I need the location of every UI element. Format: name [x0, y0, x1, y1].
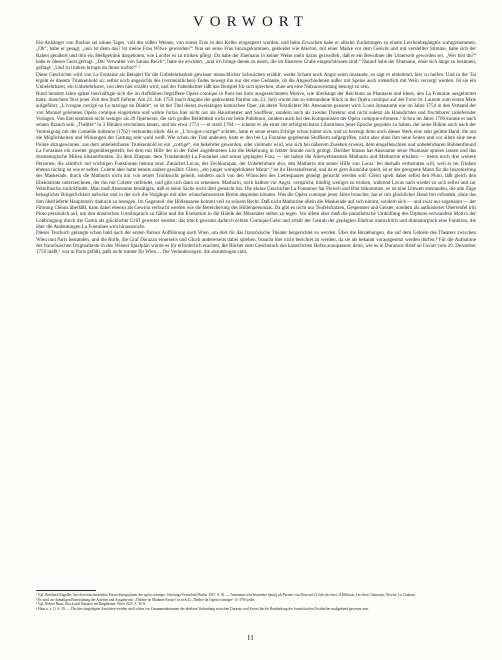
paragraph: Rund hundert Jahre später beschäftigte sich die im Aufblühen begriffene Opéra comique in Paris bei ihrer ausgezeichneten Motive, wie überhaupt der Reichtum an Phantasie und Ideen, den La Fontaine ausgebreitet hatte, manchem Text jener Zeit den Stoff lieferte. Am 24. Juli 1759 (nach Angabe der gedruckten Partitur am 23. Juli) wurde das so entstandene Stück in der Opéra comique auf der Foire St. Laurent zum ersten Male aufgeführt. „L'ivrogne corrigé ou Le mariage du Diable“, so ist der Titel dieser zweiaktigen komischen Oper, als deren Textdichter Mr. Anseaume genannt wird. Louis Anseaume war im Jahre 1754 in den Verband der von Monnet geleiteten Opéra comique eingetreten und wirkte fortan hier nicht nur als Hausmeister und Souffleur, sondern auch als zweiter Direktor und nicht zuletzt als Hausdichter und fruchtbarer zuliefernder Vorlagen. Von ihm stammen nicht weniger als 29 Opernexte, die sich großer Beliebtheit nicht nur beim Publikum, sondern auch bei den Komponisten der Opéra comique erfreuten.² Schon im Jahre 1766 konnte er nach seinen Brauch sein „Théâtre“ in 3 Bänden erscheinen lassen, und bis etwa 1774 — er starb 1784 — scheint er als einer der erfolgreichsten Librettisten jener Epoche gegolten zu haben, der seine Bühne auch nach der Vereinigung mit der Comédie italienne (1762) verbunden blieb. Als er „L'ivrogne corrigé“ schrieb, hatte er seine ersten Erfolge schon hinter sich, und so bezeugt denn auch dieses Werk eine sehr geübte Hand, die um die Möglichkeiten und Wirkungen der Gattung sehr wohl weiß. Wie schon der Titel andeutet, hatte er den bei La Fontaine gegebenen Stoffkern aufgegriffen, nicht aber ohne ihm neue Seiten und vor allem eine neue Pointe abzugewinnen: aus dem unbelehrbaren Trunkenbold ist ein „corrigé“, ein bekehrter geworden, oder vielmehr wird, wie sich bei näherem Zusehen erweist, dem eingefleischten und unbelehrbaren Bühnenfreund La Fontaines ein zweiter gegenübergestellt, bei dem mit Hilfe der in der Fabel angedeuteten List die Bekehrung in letzter Stunde noch gelingt. Darüber hinaus hat Anseaume seine Phantasie spielen lassen und das dramaturgische Milieu hinzuerfunden. Zu dem Ehepaar, dem Trunkenbold La Fontaines und seiner geplagten Frau, — sie haben die Allerweltsnamen Mathurin und Mathurine erhalten — treten noch drei weitere Personen, die sämtlich mit wichtigen Funktionen betraut sind. Zunächst Lucas, der Zechkumpan, der Unbelehrbare also, den Mathurin mit seiner Hilfe von Lucas’ bei deshalb verheiraten will, weil er im Trinken ebenso tüchtig ist wie er selber. Colette aber hatte bereits andere gewählt: Cléon, „ein junger wohlgebildeter Mann“,³ ist ihr Herzensfreund, und da er gern Komödie spielt, ist er der geeignete Mann für die Inszenierung der Maskerade, durch die Mathurin nicht nur von seiner Trunksucht geheilt, sondern auch von den Wünschen des Liebespaares geneigt gemacht werden soll. Cléon spielt dabei selbst den Pluto, läßt gleich den Ehekontrakt unterzeichnen, der ihn mit Colette verbindet, und gibt sich dann zu erkennen. Mathurin, noch halbtot vor Angst, verspricht, künftig weniger zu trinken, während Lucas nach wieder zu sich selbst und zur Weinflasche zurückfindet. Man muß Anseaume bestätigen, daß er seine Sache nicht übel gemacht hat. Die kleine Geschichte La Fontaines hat Fleisch und Blut bekommen, es ist eine Umwelt entstanden, die alle Züge behaglicher Bürgerlichkeit aufweist und in der sich die Vorgänge mit aller wünschenswerten Breite abspielen können. Was die Opéra comique jener Jahre brauchte, hat er mit glücklicher Hand frei erfunden, ohne das ihm überlieferte Hauptmotiv dadurch zu beengen. Im Gegenteil: die Höllenszene kommt voll zu seinem Recht. Daß nicht Mathurine allein die Maskerade auf sich nimmt, sondern sich — und zwar nur sogenannt — der Führung Cléons überläßt, kann dabei ebenso als Gewinn verbucht werden wie die Bereicherung des Höllenpersonals. Da gibt es nicht nur Teufelsfratzen, Gespenster und Geister, sondern als antikisierter Oberteufel tritt Pluto persönlich auf, um den drastischen Urteilsspruch zu fällen und die Exekution in die Hände der Missetäter selber zu legen. Vor allem aber muß die parodistische Umhüllung des Orpheus-verwandten Motivs der Lobbringung durch die Gattin als glücklicher Griff gewertet werden: das Stück gewinnt dadurch echten Comique-Geist und erhält der Gestalt der geplagten Ehefrau menschlich und dramaturgisch eine Funktion, die über die Andeutungen La Fontaines weit hinausreicht. [36, 90, 476, 230]
main-text [36, 40, 476, 256]
footnote-divider [36, 590, 96, 591]
paragraph: Dieses Textbuch gelangte schon bald nach der ersten Pariser Aufführung nach Wien, um dort für das französische Theater hergerichtet zu werden. Über die Beziehungen, die auf dem Gebiete des Theaters zwischen Wien und Paris bestanden, und die Rolle, die Graf Durazzo einerseits und Gluck andererseits dabei spielten, braucht hier nicht berichtet zu werden, da sie als bekannt vorausgesetzt werden dürfen.⁴ Für die Aufnahme der französischen Originaltexte in den Wiener Spielplan wurde es für erforderlich erachtet, die Bücher dem Geschmack des kaiserlichen Hofes anzupassen; denn, wie es in Durazzos Brief an Favart vom 20. Dezember 1759 heißt,⁵ war in Paris gefällt, paßt nicht immer für Wien… Die Veränderungen, die anzubringen sind, [36, 230, 476, 256]
page-title: VORWORT [192, 14, 310, 30]
footnote: ³ Vgl. Robert Haas, Gluck und Durazzo im Burgtheater. Wien 1925. S. 30 ff. [36, 602, 146, 607]
paragraph: Diese Geschichte wird von La Fontaine als Beispiel für die Unbelehrbarkeit gewisser menschlicher Schwächen erzählt: weder Scham noch Angst seien imstande, so sagt er einleitend, hier zu helfen. Und in der Tat ergeht es diesem Trunkenbold so: selbst noch angesichts des (vermeintlichen) Todes bewegt ihn nur der eine Gedanke, ob die Abgeschiedenen außer mit Speise auch ordentlich mit Wein versorgt werden. Ist sie ein Unbelehrbarer, ein Unbelehrbarer, von dem hier erzählt wird, und der Fabeldichter läßt das Beispiel für sich sprechen, ohne um eine Nutzanwendung besorgt zu sein. [36, 71, 476, 91]
footnote: ² Es wird zur damaligen Bezeichnung der Arietten und Ausgabe mit „Théâtre de Madame Favart“ in sich 2) „Théâtre de l'opéra comique“. S. 379 (seller. [36, 597, 256, 602]
footnote: ¹ Vgl. Bernhard Engelke, Aus den entscheidenden Entwicklungsjahren der opéra comique. Scherings-Festschrift Berlin 1937, S. 91. — Anseaume tritt besonders häufig als Partner von Duni auf (3 Jahr des letzt. Il Milicien, Les deux Chasseurs, Nicette, Le Cadeau). [36, 593, 416, 597]
paragraph: Ein Anhänger von Bachus sei mines Tages, voll des süßen Weines, von seiner Frau in den Keller eingesperrt worden, und beim Erwachen habe er allerlei Zurüstungen zu einem Leichenbegängnis wahrgenommen. „Oh“, habe er gesagt, „nun ist denn das? Ist meine Frau Witwe geworden?“ Nun sei seine Frau hinzugekommen, gekleidet wie Alecton, mit einer Maske vor dem Gesicht und mit verstellter Stimme, habe sich der Raben genähert und ihm ein Heißgetränk dargeboten, wie Lucifer es zu trinken pflegt. Da habe der Ehemann in keiner Weise mehr daran gezweifelt, daß er ein Bewohner der Unterwelt geworden sei. „Wer bist du?“ habe er diesen Geist gefragt. „Der Verwalter von Satans Reich“, habe sie erwidert, „und ich bringe denen zu essen, die im finsteren Grabe eingeschlossen sind.“ Darauf habe der Ehemann, ohne sich lange zu besinnen, gefragt: „Und zu trinken bringst du ihnen nichts?“ ¹ [36, 40, 476, 72]
footnotes [36, 593, 476, 611]
footnote: ⁴ Haas a. a. O. S. 39. — Die hier dargelegten Ansichten werden auch schon vor Zusammenkommen der direkten Verbindung zwischen Durazzo und Favart für die Bearbeitung der französischen Textbücher maßgebend gewesen sein. [36, 606, 369, 611]
page-number: II [247, 634, 255, 642]
